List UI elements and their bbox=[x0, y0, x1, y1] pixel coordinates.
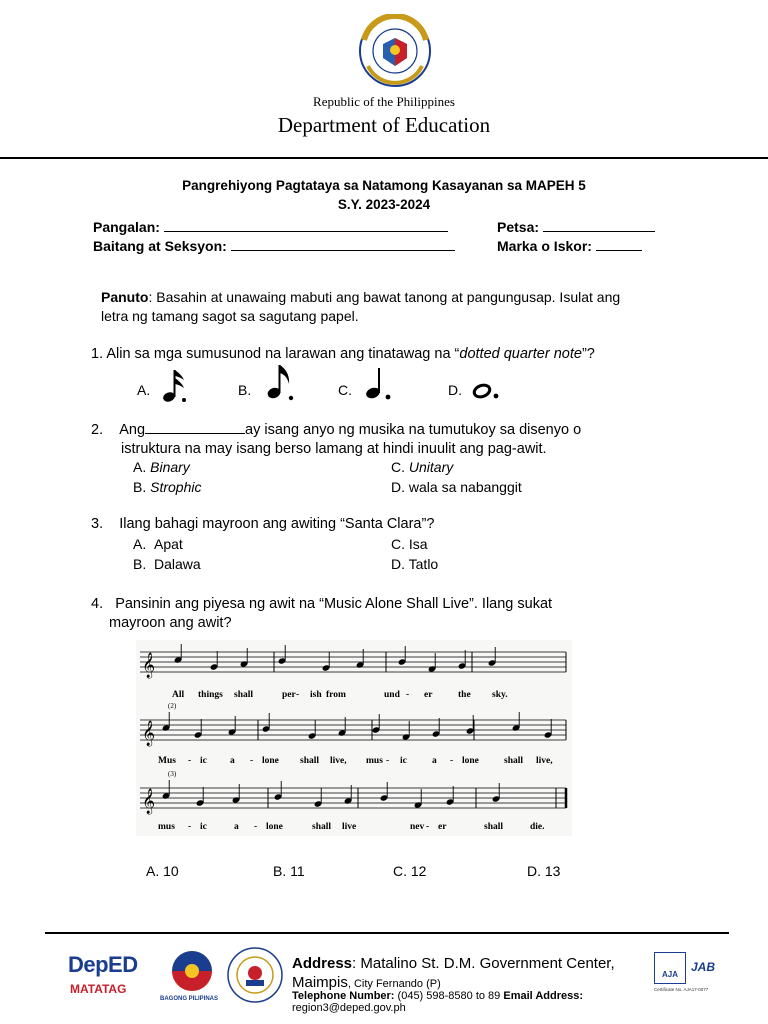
lyric-syllable: mus bbox=[158, 822, 175, 832]
q3-option-d bbox=[391, 556, 438, 572]
q4-option-b: B. 11 bbox=[273, 863, 305, 879]
lyric-syllable: shall bbox=[484, 822, 504, 832]
lyric-syllable: er bbox=[424, 690, 433, 700]
lyric-syllable: lone bbox=[462, 756, 479, 766]
exam-title: Pangrehiyong Pagtataya sa Natamong Kasayanan sa MAPEH 5 bbox=[182, 178, 586, 193]
q3-option-b-letter: B. bbox=[133, 556, 147, 572]
question-3 bbox=[91, 516, 691, 532]
instructions-line2: letra ng tamang sagot sa sagutang papel. bbox=[101, 308, 359, 324]
school-year: S.Y. 2023-2024 bbox=[337, 197, 431, 212]
grade-blank[interactable] bbox=[231, 237, 455, 251]
deped-seal-logo bbox=[350, 14, 440, 88]
q2-text-b: ay isang anyo ng musika na tumutukoy sa disenyo o bbox=[245, 422, 582, 438]
lyric-syllable: mus bbox=[366, 756, 383, 766]
q3-number: 3. bbox=[91, 516, 104, 532]
q1-option-b-label: B. bbox=[238, 382, 252, 398]
instructions-line1: : Basahin at unawaing mabuti ang bawat tanong at pangungusap. Isulat ang bbox=[148, 289, 621, 305]
lyric-syllable: lone bbox=[266, 822, 283, 832]
q2-option-d-letter: D. bbox=[391, 479, 405, 495]
grade-field bbox=[93, 237, 473, 256]
q3-option-b bbox=[133, 556, 201, 572]
q3-option-c-letter: C. bbox=[391, 536, 405, 552]
department-title: Department of Education bbox=[277, 113, 491, 137]
q3-option-d-text: Tatlo bbox=[408, 556, 439, 572]
footer-email: region3@deped.gov.ph bbox=[292, 1002, 406, 1014]
instructions-label: Panuto bbox=[101, 289, 149, 305]
q4-option-a: A. 10 bbox=[146, 863, 179, 879]
q2-blank[interactable] bbox=[145, 420, 245, 434]
q2-option-c-letter: C. bbox=[391, 459, 405, 475]
lyric-syllable: shall bbox=[504, 756, 524, 766]
q4-text-b: mayroon ang awit? bbox=[109, 615, 232, 631]
lyric-syllable: er bbox=[438, 822, 447, 832]
lyric-syllable: All bbox=[172, 690, 185, 700]
lyric-syllable: from bbox=[326, 690, 346, 700]
q3-option-a-letter: A. bbox=[133, 536, 147, 552]
lyric-syllable: things bbox=[198, 690, 223, 700]
q3-option-b-text: Dalawa bbox=[154, 556, 201, 572]
lyric-syllable: - bbox=[450, 756, 454, 766]
q2-option-b-letter: B. bbox=[133, 479, 147, 495]
q2-option-b-text: Strophic bbox=[150, 479, 202, 495]
lyric-syllable: Mus bbox=[158, 756, 176, 766]
lyric-syllable: live bbox=[342, 822, 357, 832]
lyric-syllable: ic bbox=[400, 756, 407, 766]
matatag-logo: MATATAG bbox=[70, 982, 127, 996]
q3-text: Ilang bahagi mayroon ang awiting “Santa Clara”? bbox=[119, 516, 435, 532]
address-city-rest: , City Fernando (P) bbox=[347, 978, 441, 990]
q2-option-d-text: wala sa nabanggit bbox=[408, 479, 522, 495]
q2-option-a bbox=[133, 459, 190, 475]
dotted-whole-note-icon bbox=[472, 382, 502, 402]
grade-label: Baitang at Seksyon: bbox=[93, 238, 227, 254]
q2-text-a: Ang bbox=[119, 422, 146, 438]
instructions bbox=[101, 288, 691, 326]
name-label: Pangalan: bbox=[93, 219, 160, 235]
q3-option-c-text: Isa bbox=[408, 536, 428, 552]
question-4 bbox=[91, 595, 691, 633]
lyric-syllable: shall bbox=[300, 756, 320, 766]
treble-clef: 𝄞 bbox=[142, 789, 156, 814]
jab-badge: JAB bbox=[690, 960, 715, 974]
address-text: : Matalino St. D.M. Government Center, bbox=[352, 955, 615, 972]
bagong-pilipinas-text: BAGONG PILIPINAS bbox=[160, 996, 219, 1002]
q4-option-d: D. 13 bbox=[527, 863, 561, 879]
telephone-label: Telephone Number: bbox=[292, 990, 395, 1002]
q1-text-b: ”? bbox=[581, 346, 595, 362]
aja-badge: AJA bbox=[654, 952, 686, 984]
lyric-syllable: live, bbox=[330, 756, 347, 766]
q2-option-a-letter: A. bbox=[133, 459, 147, 475]
q1-option-c-label: C. bbox=[338, 382, 352, 398]
q2-option-b bbox=[133, 479, 201, 495]
lyric-syllable: - bbox=[188, 756, 192, 766]
q1-text-italic: dotted quarter note bbox=[459, 346, 582, 362]
lyric-syllable: ish bbox=[310, 690, 322, 700]
score-marker-3: (3) bbox=[168, 770, 177, 778]
lyric-syllable: a bbox=[230, 756, 235, 766]
date-blank[interactable] bbox=[543, 218, 655, 232]
question-2 bbox=[91, 420, 691, 459]
name-field bbox=[93, 218, 473, 237]
bagong-pilipinas-logo bbox=[162, 946, 222, 996]
lyric-syllable: per bbox=[282, 690, 296, 700]
lyric-syllable: the bbox=[458, 690, 471, 700]
q1-number: 1. bbox=[91, 346, 104, 362]
republic-text: Republic of the Philippines bbox=[313, 94, 455, 109]
lyric-syllable: live, bbox=[536, 756, 553, 766]
date-label: Petsa: bbox=[497, 219, 540, 235]
q3-option-c bbox=[391, 536, 428, 552]
footer-address bbox=[292, 954, 662, 994]
dotted-sixteenth-note-icon bbox=[160, 366, 190, 404]
score-label: Marka o Iskor: bbox=[497, 238, 592, 254]
score-field bbox=[497, 237, 642, 256]
treble-clef: 𝄞 bbox=[142, 653, 156, 678]
footer-telephone bbox=[292, 990, 583, 1002]
address-city: Maimpis bbox=[292, 974, 348, 991]
q4-text-a: Pansinin ang piyesa ng awit na “Music Alone Shall Live”. Ilang sukat bbox=[115, 596, 553, 612]
q2-option-c bbox=[391, 459, 453, 475]
lyric-syllable: ic bbox=[200, 756, 207, 766]
lyric-syllable: - bbox=[250, 756, 254, 766]
lyric-syllable: - bbox=[296, 690, 300, 700]
lyric-syllable: die. bbox=[530, 822, 545, 832]
address-label: Address bbox=[292, 955, 353, 972]
lyric-syllable: sky. bbox=[492, 690, 508, 700]
score-blank[interactable] bbox=[596, 237, 642, 251]
lyric-syllable: shall bbox=[312, 822, 332, 832]
lyric-syllable: a bbox=[432, 756, 437, 766]
lyric-syllable: - bbox=[386, 756, 390, 766]
lyric-syllable: nev bbox=[410, 822, 425, 832]
lyric-syllable: lone bbox=[262, 756, 279, 766]
date-field bbox=[497, 218, 655, 237]
lyric-syllable: und bbox=[384, 690, 400, 700]
q1-option-d-label: D. bbox=[448, 382, 462, 398]
q2-option-c-text: Unitary bbox=[408, 459, 454, 475]
lyric-syllable: shall bbox=[234, 690, 254, 700]
q4-option-c: C. 12 bbox=[393, 863, 427, 879]
footer-divider bbox=[45, 932, 729, 934]
lyric-syllable: - bbox=[254, 822, 258, 832]
lyric-syllable: ic bbox=[200, 822, 207, 832]
sheet-music-score bbox=[136, 640, 572, 836]
certificate-text: Certificate No. AJA17-0077 bbox=[654, 987, 709, 992]
q4-number: 4. bbox=[91, 596, 104, 612]
deped-logo bbox=[68, 952, 138, 978]
lyric-syllable: - bbox=[188, 822, 192, 832]
treble-clef: 𝄞 bbox=[142, 721, 156, 746]
dotted-quarter-note-icon bbox=[362, 366, 394, 402]
q2-number: 2. bbox=[91, 422, 104, 438]
lyric-syllable: a bbox=[234, 822, 239, 832]
deped-logo-text: DepED bbox=[68, 952, 138, 977]
deped-region-seal bbox=[226, 946, 284, 1004]
question-1 bbox=[91, 346, 691, 362]
email-label: Email Address: bbox=[500, 990, 584, 1002]
lyric-syllable: - bbox=[406, 690, 410, 700]
q2-option-a-text: Binary bbox=[150, 459, 190, 475]
q3-option-a-text: Apat bbox=[154, 536, 183, 552]
telephone-value: (045) 598-8580 to 89 bbox=[394, 990, 501, 1002]
q3-option-d-letter: D. bbox=[391, 556, 405, 572]
lyric-syllable: - bbox=[426, 822, 430, 832]
q3-option-a bbox=[133, 536, 183, 552]
header-divider bbox=[0, 157, 768, 159]
q1-text-a: Alin sa mga sumusunod na larawan ang tinatawag na “ bbox=[106, 346, 460, 362]
score-marker-2: (2) bbox=[168, 702, 177, 710]
dotted-eighth-note-icon bbox=[264, 362, 296, 402]
q2-option-d bbox=[391, 479, 522, 495]
name-blank[interactable] bbox=[164, 218, 448, 232]
q2-text-c: istruktura na may isang berso lamang at hindi inuulit ang pag-awit. bbox=[121, 441, 547, 457]
q1-option-a-label: A. bbox=[137, 382, 151, 398]
